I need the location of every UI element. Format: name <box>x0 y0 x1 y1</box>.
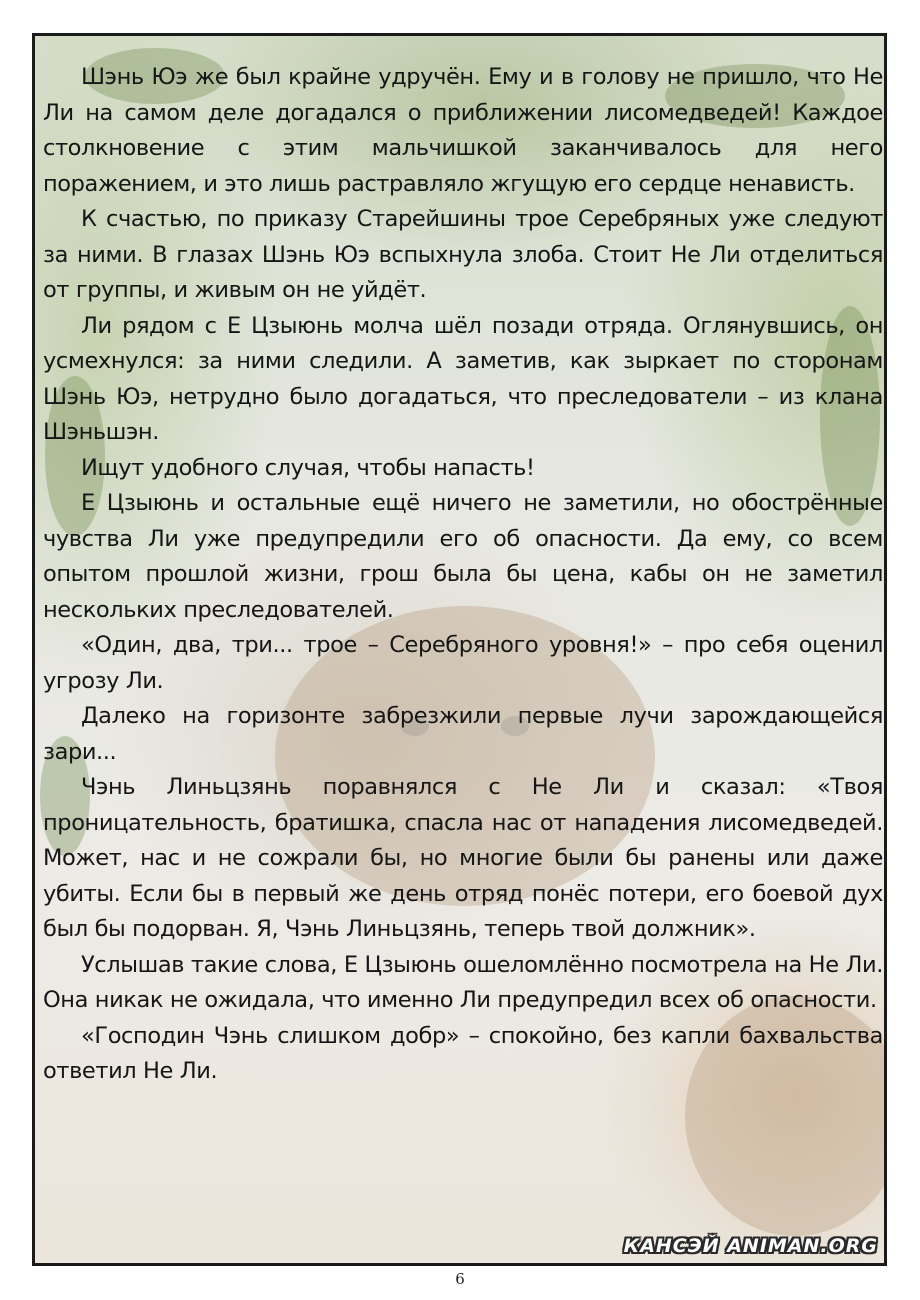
page-number: 6 <box>455 1270 465 1288</box>
paragraph: Ищут удобного случая, чтобы напасть! <box>81 454 535 481</box>
paragraph: К счастью, по приказу Старейшины трое Серебряных уже следуют за ними. В глазах Шэнь Юэ вспыхнула злоба. Стоит Не Ли отделиться от группы, и живым он не уйдёт. <box>43 206 883 303</box>
paragraph: Услышав такие слова, Е Цзыюнь ошеломлённо посмотрела на Не Ли. Она никак не ожидала, что именно Ли предупредил всех об опасности. <box>43 951 883 1013</box>
paragraph: Далеко на горизонте забрезжили первые лучи зарождающейся зари... <box>43 703 883 765</box>
scanlation-watermark: КАНСЭЙ ANIMAN.ORG <box>623 1235 878 1257</box>
text-panel <box>32 33 887 1266</box>
paragraph: Шэнь Юэ же был крайне удручён. Ему и в голову не пришло, что Не Ли на самом деле догадался о приближении лисомедведей! Каждое столкновение с этим мальчишкой заканчивалось для него поражением, и это лишь растравляло жгущую его сердце ненависть. <box>43 64 883 197</box>
paragraph: Е Цзыюнь и остальные ещё ничего не заметили, но обострённые чувства Ли уже предупредили его об опасности. Да ему, со всем опытом прошлой жизни, грош была бы цена, кабы он не заметил нескольких преследователей. <box>43 490 883 623</box>
paragraph: Чэнь Линьцзянь поравнялся с Не Ли и сказал: «Твоя проницательность, братишка, спасла нас от нападения лисомедведей. Может, нас и не сожрали бы, но многие были бы ранены или даже убиты. Если бы в первый же день отряд понёс потери, его боевой дух был бы подорван. Я, Чэнь Линьцзянь, теперь твой должник». <box>43 774 883 942</box>
paragraph: «Господин Чэнь слишком добр» – спокойно, без капли бахвальства ответил Не Ли. <box>43 1022 883 1084</box>
paragraph: Ли рядом с Е Цзыюнь молча шёл позади отряда. Оглянувшись, он усмехнулся: за ними следили. А заметив, как зыркает по сторонам Шэнь Юэ, нетрудно было догадаться, что преследователи – из клана Шэньшэн. <box>43 312 883 445</box>
story-text <box>43 60 883 1090</box>
paragraph: «Один, два, три... трое – Серебряного уровня!» – про себя оценил угрозу Ли. <box>43 632 883 694</box>
